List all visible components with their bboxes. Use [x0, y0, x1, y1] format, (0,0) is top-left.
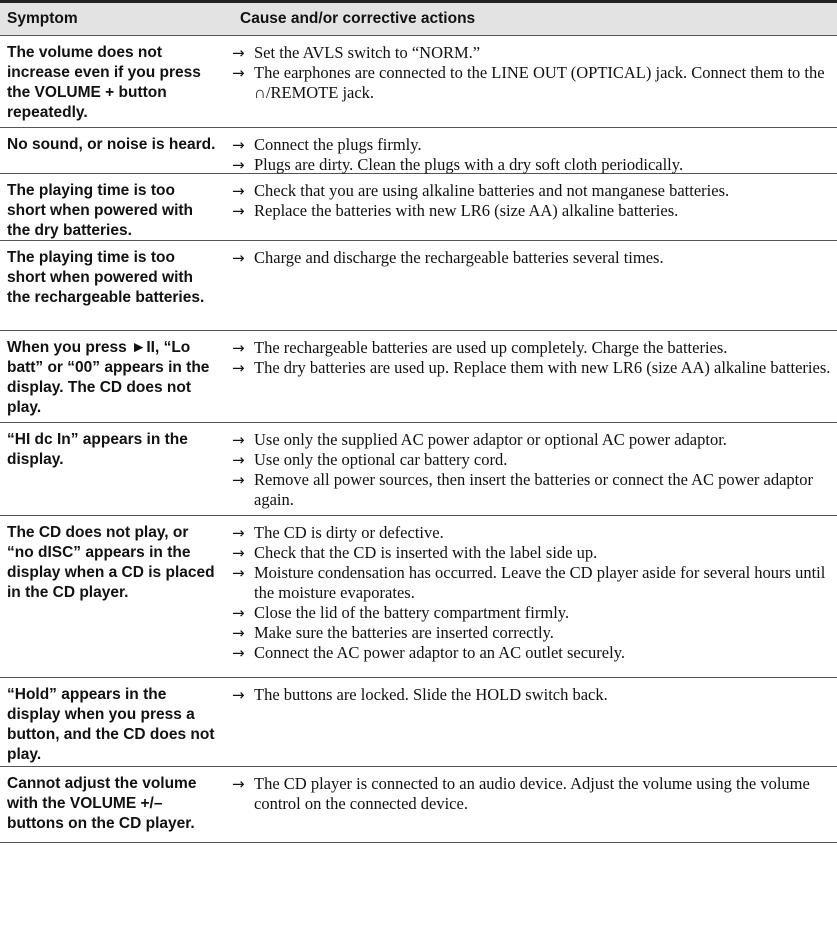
arrow-right-icon: →: [232, 431, 245, 449]
action-text: Charge and discharge the rechargeable batteries several times.: [254, 248, 664, 267]
action-item: [232, 63, 831, 103]
action-text: Set the AVLS switch to “NORM.”: [254, 43, 481, 62]
action-item: [232, 358, 831, 378]
arrow-right-icon: →: [232, 202, 245, 220]
action-text: Check that the CD is inserted with the label side up.: [254, 543, 598, 562]
actions-cell: [220, 174, 837, 240]
action-text: The earphones are connected to the LINE OUT (OPTICAL) jack. Connect them to the ∩/REMOTE jack.: [254, 63, 825, 102]
actions-cell: [220, 678, 837, 766]
action-item: [232, 135, 831, 155]
arrow-right-icon: →: [232, 249, 245, 267]
action-text: The CD is dirty or defective.: [254, 523, 444, 542]
symptom-cell: “Hold” appears in the display when you press a button, and the CD does not play.: [7, 686, 215, 763]
arrow-right-icon: →: [232, 471, 245, 489]
table-row: [0, 678, 837, 767]
arrow-right-icon: →: [232, 775, 245, 793]
action-item: [232, 430, 831, 450]
action-text: Use only the optional car battery cord.: [254, 450, 508, 469]
actions-cell: [220, 241, 837, 330]
symptom-cell: The playing time is too short when powered with the rechargeable batteries.: [7, 249, 205, 306]
arrow-right-icon: →: [232, 182, 245, 200]
arrow-right-icon: →: [232, 451, 245, 469]
arrow-right-icon: →: [232, 544, 245, 562]
action-item: [232, 603, 831, 623]
actions-cell: [220, 331, 837, 422]
action-text: The CD player is connected to an audio device. Adjust the volume using the volume control on the connected device.: [254, 774, 810, 813]
actions-cell: [220, 423, 837, 515]
action-text: Plugs are dirty. Clean the plugs with a dry soft cloth periodically.: [254, 155, 684, 174]
action-item: [232, 450, 831, 470]
actions-cell: [220, 128, 837, 173]
action-text: Use only the supplied AC power adaptor or optional AC power adaptor.: [254, 430, 727, 449]
symptom-column-header: Symptom: [7, 10, 78, 27]
symptom-cell: When you press ►II, “Lo batt” or “00” appears in the display. The CD does not play.: [7, 339, 210, 416]
action-item: [232, 543, 831, 563]
arrow-right-icon: →: [232, 44, 245, 62]
table-row: [0, 423, 837, 516]
action-item: [232, 181, 831, 201]
action-item: [232, 563, 831, 603]
arrow-right-icon: →: [232, 604, 245, 622]
action-item: [232, 523, 831, 543]
table-row: [0, 174, 837, 241]
action-item: [232, 201, 831, 221]
arrow-right-icon: →: [232, 564, 245, 582]
action-item: [232, 685, 831, 705]
arrow-right-icon: →: [232, 156, 245, 174]
action-item: [232, 43, 831, 63]
action-item: [232, 338, 831, 358]
actions-cell: [220, 36, 837, 127]
actions-cell: [220, 516, 837, 677]
action-item: [232, 248, 831, 268]
action-text: Remove all power sources, then insert the batteries or connect the AC power adaptor again.: [254, 470, 813, 509]
table-row: [0, 36, 837, 128]
symptom-cell: The playing time is too short when powered with the dry batteries.: [7, 182, 194, 239]
arrow-right-icon: →: [232, 686, 245, 704]
table-row: [0, 128, 837, 174]
action-item: [232, 643, 831, 663]
symptom-cell: Cannot adjust the volume with the VOLUME +/– buttons on the CD player.: [7, 775, 197, 832]
action-item: [232, 155, 831, 175]
action-text: Check that you are using alkaline batteries and not manganese batteries.: [254, 181, 730, 200]
action-text: The dry batteries are used up. Replace them with new LR6 (size AA) alkaline batteries.: [254, 358, 831, 377]
table-header: [0, 3, 837, 36]
action-item: [232, 470, 831, 510]
action-item: [232, 774, 831, 814]
actions-cell: [220, 767, 837, 842]
action-text: Connect the AC power adaptor to an AC outlet securely.: [254, 643, 626, 662]
symptom-cell: The CD does not play, or “no dISC” appears in the display when a CD is placed in the CD player.: [7, 524, 215, 601]
symptom-cell: The volume does not increase even if you press the VOLUME + button repeatedly.: [7, 44, 201, 121]
action-text: Close the lid of the battery compartment firmly.: [254, 603, 570, 622]
action-text: Moisture condensation has occurred. Leave the CD player aside for several hours until the moisture evaporates.: [254, 563, 826, 602]
symptom-cell: No sound, or noise is heard.: [7, 136, 216, 153]
arrow-right-icon: →: [232, 64, 245, 82]
table-row: [0, 767, 837, 843]
action-text: Make sure the batteries are inserted correctly.: [254, 623, 554, 642]
action-text: Replace the batteries with new LR6 (size AA) alkaline batteries.: [254, 201, 679, 220]
arrow-right-icon: →: [232, 136, 245, 154]
action-text: Connect the plugs firmly.: [254, 135, 422, 154]
cause-column-header: Cause and/or corrective actions: [240, 10, 476, 27]
table-row: [0, 241, 837, 331]
arrow-right-icon: →: [232, 644, 245, 662]
arrow-right-icon: →: [232, 339, 245, 357]
action-text: The buttons are locked. Slide the HOLD switch back.: [254, 685, 608, 704]
arrow-right-icon: →: [232, 624, 245, 642]
table-body: [0, 36, 837, 843]
action-item: [232, 623, 831, 643]
symptom-cell: “HI dc In” appears in the display.: [7, 431, 188, 468]
arrow-right-icon: →: [232, 359, 245, 377]
table-row: [0, 331, 837, 423]
arrow-right-icon: →: [232, 524, 245, 542]
action-text: The rechargeable batteries are used up completely. Charge the batteries.: [254, 338, 728, 357]
table-row: [0, 516, 837, 678]
